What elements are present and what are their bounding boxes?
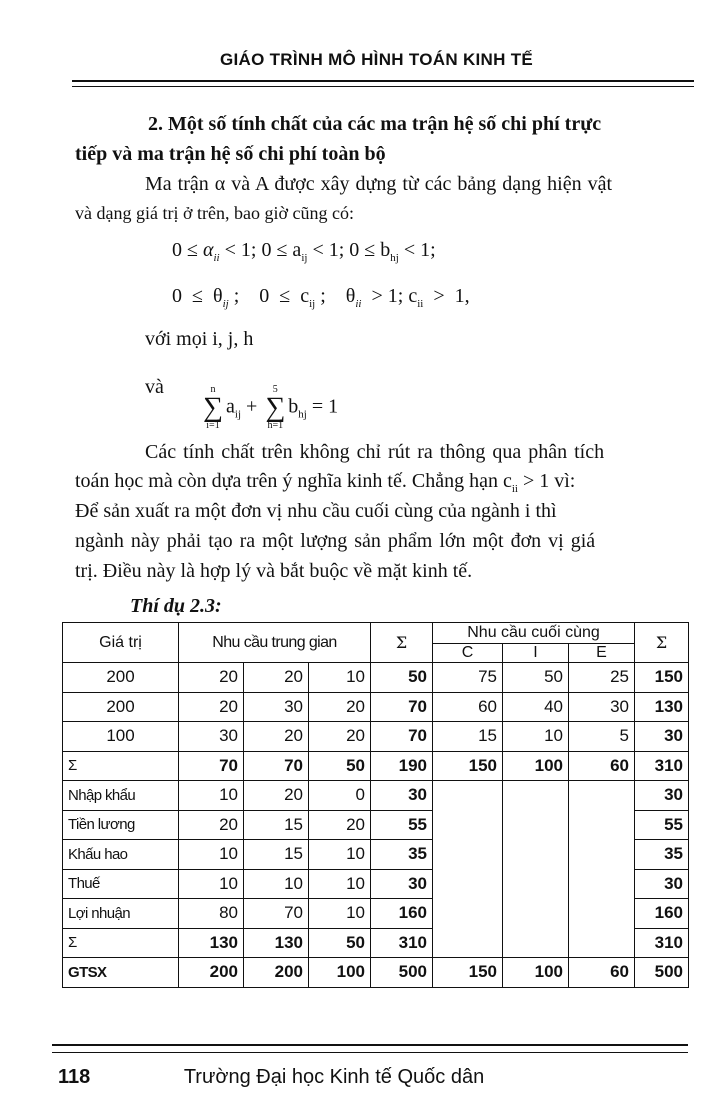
header-final-demand: Nhu cầu cuối cùng bbox=[433, 623, 635, 644]
table-cell: 70 bbox=[371, 692, 433, 722]
table-row bbox=[63, 958, 689, 988]
table-cell: 160 bbox=[371, 899, 433, 929]
table-cell: 10 bbox=[309, 663, 371, 693]
table-cell: 100 bbox=[503, 751, 569, 781]
paragraph-2-line1: Các tính chất trên không chỉ rút ra thông qua phân tích bbox=[145, 441, 605, 463]
paragraph-2-line5: trị. Điều này là hợp lý và bắt buộc về mặt kinh tế. bbox=[75, 560, 473, 582]
table-cell: 310 bbox=[635, 928, 689, 958]
table-cell: 500 bbox=[635, 958, 689, 988]
table-cell: 200 bbox=[244, 958, 309, 988]
header-sigma-intermediate: Σ bbox=[371, 623, 433, 663]
row-label: GTSX bbox=[63, 958, 179, 988]
table-cell: 190 bbox=[371, 751, 433, 781]
table-cell bbox=[569, 869, 635, 899]
table-cell: 100 bbox=[309, 958, 371, 988]
row-label: Σ bbox=[63, 928, 179, 958]
page-number: 118 bbox=[58, 1066, 91, 1088]
table-cell: 70 bbox=[371, 722, 433, 752]
table-cell bbox=[433, 781, 503, 811]
table-cell: 75 bbox=[433, 663, 503, 693]
table-cell: 30 bbox=[635, 722, 689, 752]
table-cell: 0 bbox=[309, 781, 371, 811]
table-cell: 310 bbox=[371, 928, 433, 958]
table-cell bbox=[503, 810, 569, 840]
table-cell: 70 bbox=[244, 899, 309, 929]
table-cell: 60 bbox=[569, 751, 635, 781]
header-C: C bbox=[433, 644, 503, 663]
table-cell: 20 bbox=[244, 781, 309, 811]
table-cell: 10 bbox=[179, 869, 244, 899]
table-cell: 55 bbox=[371, 810, 433, 840]
sum-symbol-icon: n ∑ i=1 bbox=[203, 384, 223, 431]
table-cell: 70 bbox=[179, 751, 244, 781]
table-cell bbox=[569, 928, 635, 958]
table-cell: 20 bbox=[179, 663, 244, 693]
page-footer bbox=[58, 1066, 688, 1089]
table-cell: 20 bbox=[309, 692, 371, 722]
table-cell: 70 bbox=[244, 751, 309, 781]
table-cell bbox=[569, 899, 635, 929]
table-row bbox=[63, 899, 689, 929]
table-cell: 150 bbox=[433, 958, 503, 988]
table-cell bbox=[503, 781, 569, 811]
row-label: 200 bbox=[63, 692, 179, 722]
table-cell: 30 bbox=[371, 781, 433, 811]
table-row bbox=[63, 751, 689, 781]
header-I: I bbox=[503, 644, 569, 663]
table-cell: 20 bbox=[309, 722, 371, 752]
header-E: E bbox=[569, 644, 635, 663]
table-cell: 30 bbox=[244, 692, 309, 722]
table-row bbox=[63, 810, 689, 840]
table-row bbox=[63, 722, 689, 752]
row-label: Thuế bbox=[63, 869, 179, 899]
table-cell: 5 bbox=[569, 722, 635, 752]
table-cell: 15 bbox=[244, 840, 309, 870]
table-cell: 30 bbox=[371, 869, 433, 899]
table-cell: 60 bbox=[433, 692, 503, 722]
table-cell bbox=[569, 840, 635, 870]
row-label: Σ bbox=[63, 751, 179, 781]
table-cell: 130 bbox=[635, 692, 689, 722]
table-cell: 20 bbox=[179, 810, 244, 840]
row-label: Tiền lương bbox=[63, 810, 179, 840]
table-row bbox=[63, 840, 689, 870]
table-cell bbox=[569, 810, 635, 840]
running-header: GIÁO TRÌNH MÔ HÌNH TOÁN KINH TẾ bbox=[219, 50, 534, 69]
header-value: Giá trị bbox=[63, 623, 179, 663]
footer-rule-thin bbox=[52, 1052, 688, 1053]
header-rule-thin bbox=[72, 86, 694, 87]
section-heading-line2: tiếp và ma trận hệ số chi phí toàn bộ bbox=[75, 143, 386, 165]
table-cell: 35 bbox=[371, 840, 433, 870]
paragraph-2-line3: Để sản xuất ra một đơn vị nhu cầu cuối cùng của ngành i thì bbox=[75, 500, 557, 522]
input-output-table bbox=[62, 622, 689, 988]
table-cell: 500 bbox=[371, 958, 433, 988]
table-cell bbox=[433, 869, 503, 899]
table-cell: 40 bbox=[503, 692, 569, 722]
table-row bbox=[63, 692, 689, 722]
table-cell bbox=[433, 810, 503, 840]
table-cell: 150 bbox=[635, 663, 689, 693]
table-cell: 10 bbox=[309, 840, 371, 870]
table-cell bbox=[503, 869, 569, 899]
table-cell: 30 bbox=[635, 869, 689, 899]
formula-inequalities-1: $0 \le \alpha_{ii} < 1$; $0 \le a_{ij} < 1$; $0 \le b_{hj} < 1$; bbox=[172, 239, 436, 264]
paragraph-1-line2: và dạng giá trị ở trên, bao giờ cũng có: bbox=[75, 203, 354, 223]
row-label: 200 bbox=[63, 663, 179, 693]
table-cell: 50 bbox=[309, 751, 371, 781]
table-row bbox=[63, 928, 689, 958]
row-label: 100 bbox=[63, 722, 179, 752]
table-cell: 25 bbox=[569, 663, 635, 693]
table-cell: 10 bbox=[179, 840, 244, 870]
row-label: Nhập khẩu bbox=[63, 781, 179, 811]
table-cell: 80 bbox=[179, 899, 244, 929]
table-cell: 50 bbox=[503, 663, 569, 693]
for-all-text: với mọi i, j, h bbox=[145, 328, 254, 350]
example-label: Thí dụ 2.3: bbox=[130, 595, 222, 617]
table-cell: 30 bbox=[569, 692, 635, 722]
and-text: và bbox=[145, 376, 164, 398]
table-cell: 20 bbox=[309, 810, 371, 840]
table-cell: 10 bbox=[244, 869, 309, 899]
table-cell bbox=[569, 781, 635, 811]
table-cell: 50 bbox=[371, 663, 433, 693]
table-row bbox=[63, 781, 689, 811]
table-cell: 10 bbox=[309, 899, 371, 929]
table-cell bbox=[433, 899, 503, 929]
table-cell: 100 bbox=[503, 958, 569, 988]
table-cell: 20 bbox=[244, 722, 309, 752]
table-row bbox=[63, 869, 689, 899]
footer-institution: Trường Đại học Kinh tế Quốc dân bbox=[183, 1066, 485, 1088]
table-cell: 20 bbox=[179, 692, 244, 722]
table-cell bbox=[503, 928, 569, 958]
table-cell: 130 bbox=[244, 928, 309, 958]
table-cell: 50 bbox=[309, 928, 371, 958]
table-cell: 160 bbox=[635, 899, 689, 929]
table-cell: 30 bbox=[179, 722, 244, 752]
header-rule bbox=[72, 80, 694, 82]
paragraph-2-line4: ngành này phải tạo ra một lượng sản phẩm lớn một đơn vị giá bbox=[75, 530, 596, 552]
table-cell: 30 bbox=[635, 781, 689, 811]
table-cell bbox=[433, 840, 503, 870]
row-label: Lợi nhuận bbox=[63, 899, 179, 929]
header-sigma-final: Σ bbox=[635, 623, 689, 663]
table-cell bbox=[433, 928, 503, 958]
table-cell: 310 bbox=[635, 751, 689, 781]
table-cell: 55 bbox=[635, 810, 689, 840]
table-cell: 150 bbox=[433, 751, 503, 781]
table-cell: 60 bbox=[569, 958, 635, 988]
table-cell: 130 bbox=[179, 928, 244, 958]
formula-inequalities-2: $0 \le \theta_{ij}$ ; $0 \le c_{ij}$ ; $\theta_{ii} > 1$; $c_{ii} > 1$, bbox=[172, 285, 470, 310]
table-cell: 35 bbox=[635, 840, 689, 870]
sum-formula: n ∑ i=1 $a_{ij}$ + 5 ∑ h=1 $b_{hj} = 1$ bbox=[203, 384, 339, 431]
row-label: Khấu hao bbox=[63, 840, 179, 870]
table-cell bbox=[503, 840, 569, 870]
table-row bbox=[63, 663, 689, 693]
table-cell bbox=[503, 899, 569, 929]
table-cell: 10 bbox=[179, 781, 244, 811]
table-cell: 10 bbox=[503, 722, 569, 752]
table-cell: 15 bbox=[433, 722, 503, 752]
sum-symbol-icon: 5 ∑ h=1 bbox=[265, 384, 286, 431]
table-cell: 200 bbox=[179, 958, 244, 988]
table-cell: 15 bbox=[244, 810, 309, 840]
header-intermediate-demand: Nhu cầu trung gian bbox=[179, 623, 371, 663]
paragraph-1-line1: Ma trận α và A được xây dựng từ các bảng dạng hiện vật bbox=[145, 173, 613, 195]
footer-rule bbox=[52, 1044, 688, 1046]
section-heading-line1: 2. Một số tính chất của các ma trận hệ số chi phí trực bbox=[148, 113, 602, 135]
table-cell: 10 bbox=[309, 869, 371, 899]
table-cell: 20 bbox=[244, 663, 309, 693]
paragraph-2-line2: toán học mà còn dựa trên ý nghĩa kinh tế. Chẳng hạn $c_{ii} > 1$ vì: bbox=[75, 470, 576, 495]
